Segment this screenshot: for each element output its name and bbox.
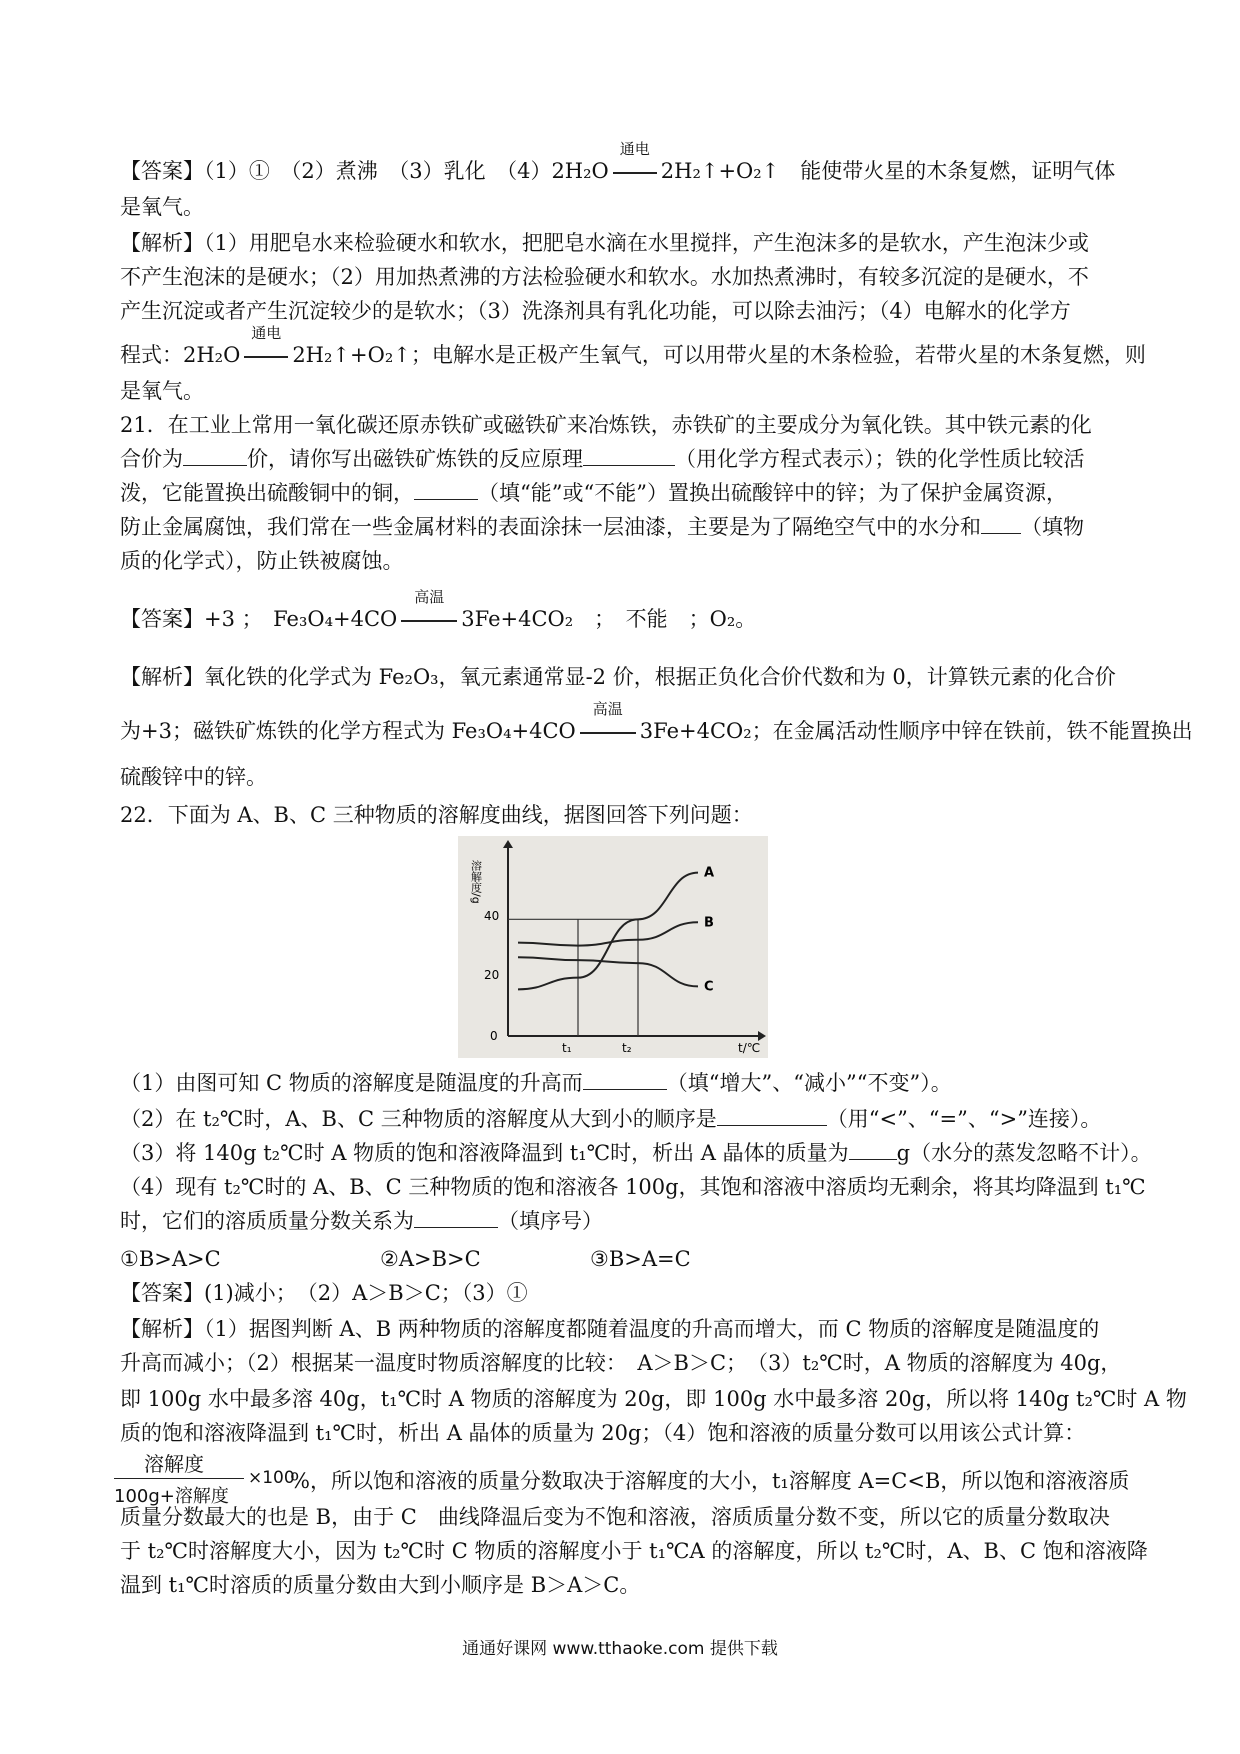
footer: 通通好课网 www.tthaoke.com 提供下载 [462,1639,778,1659]
analysis20-line3: 产生沉淀或者产生沉淀较少的是软水；（3）洗涤剂具有乳化功能，可以除去油污；（4）电解水的化学方 [120,299,1071,323]
analysis21-l2b: 3Fe+4CO₂；在金属活动性顺序中锌在铁前，铁不能置换出 [639,719,1193,743]
analysis20-l4b: 2H₂↑+O₂↑；电解水是正极产生氧气，可以用带火星的木条检验，若带火星的木条复燃，则 [292,343,1146,367]
analysis22-line7: 于 t₂℃时溶解度大小，因为 t₂℃时 C 物质的溶解度小于 t₁℃A 的溶解度，所以 t₂℃时，A、B、C 饱和溶液降 [120,1539,1148,1563]
analysis20-l4a: 程式：2H₂O [120,343,241,367]
answer20-products: 2H₂↑+O₂↑ 能使带火星的木条复燃，证明气体 [660,159,1116,183]
option-2: ②A>B>C [380,1247,481,1271]
q22-intro: 22．下面为 A、B、C 三种物质的溶解度曲线，据图回答下列问题： [120,803,753,827]
reaction-condition: 高温 [414,588,445,606]
answer20-line2: 是氧气。 [120,195,204,219]
q22-p4c: （填序号） [498,1209,603,1233]
answer21-line [120,588,1130,634]
reaction-condition: 通电 [619,140,650,158]
analysis22-line8: 温到 t₁℃时溶质的质量分数由大到小顺序是 B＞A＞C。 [120,1573,641,1597]
q21-l2c: （用化学方程式表示）；铁的化学性质比较活 [675,447,1085,471]
x-tick-t1: t₁ [562,1041,572,1055]
reaction-arrow [399,588,459,634]
series-label-b: B [704,915,714,931]
series-line-b [518,922,698,945]
q22-part4-line1: （4）现有 t₂℃时的 A、B、C 三种物质的饱和溶液各 100g，其饱和溶液中溶质均无剩余，将其均降温到 t₁℃ [120,1175,1146,1199]
q21-line5: 质的化学式），防止铁被腐蚀。 [120,549,404,573]
x-tick-t2: t₂ [622,1041,632,1055]
q22-part2 [120,1104,1130,1134]
q21-line3 [120,478,1130,508]
y-axis-label: 溶解度/g [469,860,483,904]
analysis21-l2a: 为+3；磁铁矿炼铁的化学方程式为 Fe₃O₄+4CO [120,719,576,743]
q21-line1: 21．在工业上常用一氧化碳还原赤铁矿或磁铁矿来冶炼铁，赤铁矿的主要成分为氧化铁。其中铁元素的化 [120,413,1092,437]
analysis22-line4: 质的饱和溶液降温到 t₁℃时，析出 A 晶体的质量为 20g；（4）饱和溶液的质量分数可以用该公式计算： [120,1421,1086,1445]
q21-line2 [120,444,1130,474]
option-3: ③B>A=C [590,1247,691,1271]
solubility-chart-svg [458,836,768,1058]
answer-blank[interactable] [849,1139,897,1160]
y-tick-20: 20 [484,968,500,982]
analysis21-line3: 硫酸锌中的锌。 [120,765,267,789]
formula-numerator: 溶解度 [144,1452,204,1476]
q22-p4b: 时，它们的溶质质量分数关系为 [120,1209,414,1233]
series-line-a [518,873,698,990]
series-label-a: A [704,865,715,881]
reaction-arrow [611,140,659,186]
answer21-prefix: 【答案】+3 ； Fe₃O₄+4CO [120,607,398,631]
x-axis-label: t/℃ [738,1041,761,1055]
answer-blank[interactable] [583,445,675,466]
answer-blank[interactable] [183,445,247,466]
q21-l3a: 泼，它能置换出硫酸铜中的铜， [120,481,414,505]
answer-blank[interactable] [414,479,478,500]
analysis22-line5: %，所以饱和溶液的质量分数取决于溶解度的大小，t₁溶解度 A=C<B，所以饱和溶液溶质 [290,1469,1130,1493]
analysis20-line1: 【解析】（1）用肥皂水来检验硬水和软水，把肥皂水滴在水里搅拌，产生泡沫多的是软水，产生泡沫少或 [120,231,1089,255]
answer21-suffix: 3Fe+4CO₂ ； 不能 ；O₂。 [461,607,757,631]
analysis20-line4 [120,324,1146,370]
reaction-arrow [242,324,290,370]
analysis20-line5: 是氧气。 [120,379,204,403]
q21-l2b: 价，请你写出磁铁矿炼铁的反应原理 [247,447,583,471]
analysis20-line2: 不产生泡沫的是硬水；（2）用加热煮沸的方法检验硬水和软水。水加热煮沸时，有较多沉淀的是硬水，不 [120,265,1089,289]
answer-blank[interactable] [414,1207,498,1228]
q21-line4 [120,512,1130,542]
q21-l4a: 防止金属腐蚀，我们常在一些金属材料的表面涂抹一层油漆，主要是为了隔绝空气中的水分和 [120,515,981,539]
q21-l3b: （填“能”或“不能”）置换出硫酸锌中的锌；为了保护金属资源， [478,481,1067,505]
option-1: ①B>A>C [120,1247,221,1271]
q22-part1 [120,1068,1130,1098]
y-tick-0: 0 [490,1029,498,1043]
q22-part4-line2 [120,1206,1130,1236]
reaction-condition: 高温 [592,700,623,718]
solubility-chart [458,836,768,1058]
q22-p3b: g（水分的蒸发忽略不计）。 [896,1141,1152,1165]
formula-multiplier: ×100 [248,1468,295,1488]
q21-l4b: （填物 [1021,515,1084,539]
answer22: 【答案】(1)减小； （2）A＞B＞C；（3）① [120,1281,528,1305]
q22-p1b: （填“增大”、“减小”“不变”）。 [666,1071,952,1095]
analysis21-line2 [120,700,1193,746]
q22-part3 [120,1138,1152,1168]
mass-fraction-formula [114,1448,294,1508]
analysis21-line1: 【解析】氧化铁的化学式为 Fe₂O₃，氧元素通常显-2 价，根据正负化合价代数和为 0，计算铁元素的化合价 [120,665,1116,689]
reaction-arrow [578,700,638,746]
answer20-line1 [120,140,1130,186]
analysis22-line1: 【解析】（1）据图判断 A、B 两种物质的溶解度都随着温度的升高而增大，而 C 物质的溶解度是随温度的 [120,1317,1100,1341]
answer-blank[interactable] [981,513,1021,534]
q22-p1a: （1）由图可知 C 物质的溶解度是随温度的升高而 [120,1071,583,1095]
q22-options [120,1244,1130,1274]
answer20-prefix: 【答案】（1）① （2）煮沸 （3）乳化 （4）2H₂O [120,159,609,183]
reaction-condition: 通电 [251,324,282,342]
analysis22-line6: 质量分数最大的也是 B，由于 C 曲线降温后变为不饱和溶液，溶质质量分数不变，所以它的质量分数取决 [120,1505,1110,1529]
q22-p3a: （3）将 140g t₂℃时 A 物质的饱和溶液降温到 t₁℃时，析出 A 晶体的质量为 [120,1141,849,1165]
q22-p2a: （2）在 t₂℃时，A、B、C 三种物质的溶解度从大到小的顺序是 [120,1107,717,1131]
answer-blank[interactable] [717,1105,827,1126]
q22-p2b: （用“<”、“=”、“>”连接）。 [826,1107,1102,1131]
series-line-c [518,957,698,986]
formula-denominator: 100g+溶解度 [114,1486,229,1507]
analysis22-line2: 升高而减小；（2）根据某一温度时物质溶解度的比较： A＞B＞C； （3）t₂℃时，A 物质的溶解度为 40g， [120,1351,1122,1375]
q21-l2a: 合价为 [120,447,183,471]
y-tick-40: 40 [484,909,500,923]
analysis22-line3: 即 100g 水中最多溶 40g，t₁℃时 A 物质的溶解度为 20g，即 100g 水中最多溶 20g，所以将 140g t₂℃时 A 物 [120,1387,1187,1411]
answer-blank[interactable] [583,1069,667,1090]
series-label-c: C [704,979,714,995]
